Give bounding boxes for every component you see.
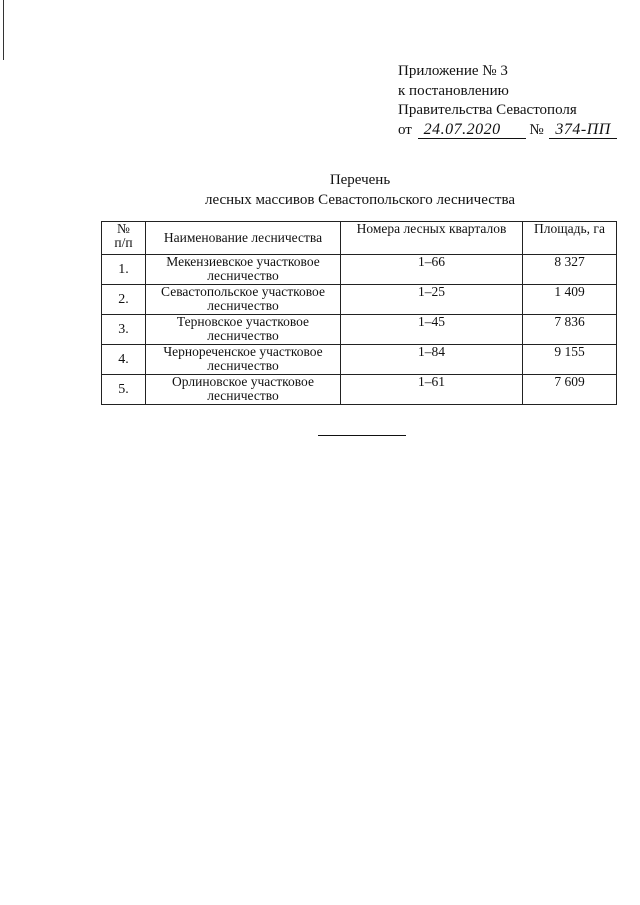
row-number: 5.: [102, 375, 146, 405]
row-quarters: 1–66: [341, 255, 523, 285]
header-quarters: Номера лесных кварталов: [341, 222, 523, 255]
row-name: Севастопольское участковое лесничество: [146, 285, 341, 315]
document-title: [160, 170, 560, 210]
appendix-title: Приложение № 3: [398, 63, 508, 79]
forests-table: [101, 221, 617, 405]
row-quarters: 1–61: [341, 375, 523, 405]
appendix-issuer: Правительства Севастополя: [398, 102, 577, 118]
header-name: Наименование лесничества: [146, 222, 341, 255]
row-quarters: 1–25: [341, 285, 523, 315]
title-line-1: Перечень: [329, 172, 391, 188]
date-field: [418, 121, 526, 139]
row-name: Терновское участковое лесничество: [146, 315, 341, 345]
date-prefix: от: [398, 121, 412, 138]
table-row: [102, 285, 617, 315]
row-number: 4.: [102, 345, 146, 375]
row-name: Мекензиевское участковое лесничество: [146, 255, 341, 285]
header-area: Площадь, га: [523, 222, 617, 255]
title-line-2: лесных массивов Севастопольского лесничества: [204, 192, 516, 208]
row-area: 9 155: [523, 345, 617, 375]
appendix-resolution-ref: к постановлению: [398, 82, 509, 99]
row-number: 1.: [102, 255, 146, 285]
table-row: [102, 345, 617, 375]
row-name: Чернореченское участковое лесничество: [146, 345, 341, 375]
number-prefix: №: [529, 121, 544, 138]
header-number-abbr: п/п: [114, 235, 133, 250]
appendix-date-number-line: [398, 121, 628, 141]
appendix-block: [398, 62, 628, 140]
row-quarters: 1–45: [341, 315, 523, 345]
row-number: 3.: [102, 315, 146, 345]
header-number: [102, 222, 146, 255]
table-row: [102, 375, 617, 405]
scan-edge-line: [3, 0, 4, 60]
table-header-row: [102, 222, 617, 255]
row-area: 7 836: [523, 315, 617, 345]
row-area: 8 327: [523, 255, 617, 285]
handwritten-number: 374-ПП: [555, 120, 611, 138]
row-number: 2.: [102, 285, 146, 315]
end-of-document-rule: [318, 435, 406, 436]
handwritten-date: 24.07.2020: [423, 120, 501, 138]
row-area: 7 609: [523, 375, 617, 405]
table-row: [102, 315, 617, 345]
row-area: 1 409: [523, 285, 617, 315]
row-name: Орлиновское участковое лесничество: [146, 375, 341, 405]
row-quarters: 1–84: [341, 345, 523, 375]
number-field: [549, 121, 617, 139]
table-row: [102, 255, 617, 285]
header-number-symbol: №: [117, 221, 130, 236]
